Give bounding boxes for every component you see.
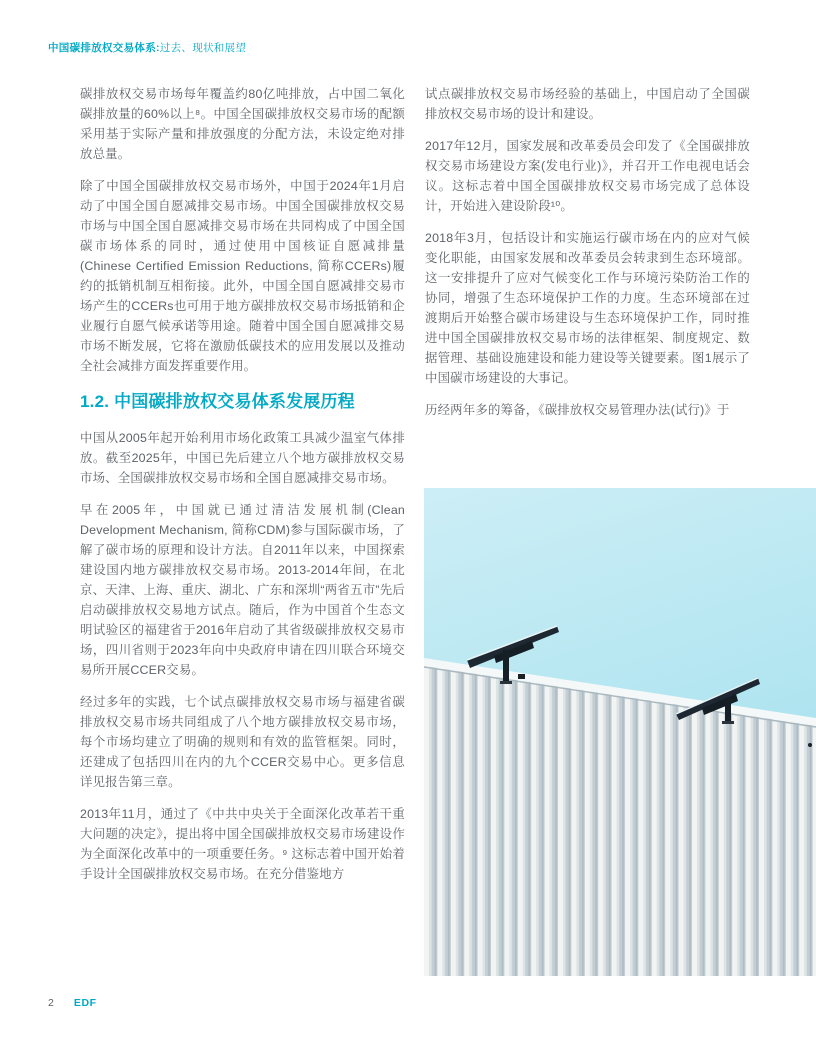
running-header-subtitle: 过去、现状和展望 xyxy=(159,42,247,54)
paragraph: 除了中国全国碳排放权交易市场外，中国于2024年1月启动了中国全国自愿减排交易市场。中国全国碳排放权交易市场与中国全国自愿减排交易市场在共同构成了中国全国碳市场体系的同时，通过使用中国核证自愿减排量(Chinese Certified Emission Reductions, 简称CCERs)履约的抵销机制互相衔接。此外，中国全国自愿减排交易市场产生的CCERs也可用于地方碳排放权交易市场抵销和企业履行自愿气候承诺等用途。随着中国全国自愿减排交易市场不断发展，它将在激励低碳技术的应用发展以及推动全社会减排方面发挥重要作用。 xyxy=(80,179,405,373)
paragraph: 2017年12月，国家发展和改革委员会印发了《全国碳排放权交易市场建设方案(发电行业)》，并召开工作电视电话会议。这标志着中国全国碳排放权交易市场完成了总体设计，开始进入建设阶段¹⁰。 xyxy=(425,139,750,213)
paragraph: 试点碳排放权交易市场经验的基础上，中国启动了全国碳排放权交易市场的设计和建设。 xyxy=(425,87,750,121)
paragraph: 早在2005年，中国就已通过清洁发展机制(Clean Development Mechanism, 简称CDM)参与国际碳市场，了解了碳市场的原理和设计方法。自2011年以来，中国探索建设国内地方碳排放权交易市场。2013-2014年间，在北京、天津、上海、重庆、湖北、广东和深圳“两省五市”先后启动碳排放权交易地方试点。随后，作为中国首个生态文明试验区的福建省于2016年启动了其省级碳排放权交易市场，四川省则于2023年向中央政府申请在四川联合环境交易所开展CCER交易。 xyxy=(80,503,405,677)
page-footer xyxy=(48,997,97,1009)
left-column xyxy=(80,84,405,884)
page-number: 2 xyxy=(48,997,54,1009)
right-column xyxy=(425,84,750,420)
paragraph: 碳排放权交易市场每年覆盖约80亿吨排放，占中国二氧化碳排放量的60%以上⁸。中国全国碳排放权交易市场的配额采用基于实际产量和排放强度的分配方法，未设定绝对排放总量。 xyxy=(80,87,405,161)
paragraph: 经过多年的实践，七个试点碳排放权交易市场与福建省碳排放权交易市场共同组成了八个地方碳排放权交易市场，每个市场均建立了明确的规则和有效的监管框架。同时，还建成了包括四川在内的九个CCER交易中心。更多信息详见报告第三章。 xyxy=(80,695,405,789)
brand-logo: EDF xyxy=(73,997,97,1009)
paragraph: 历经两年多的筹备，《碳排放权交易管理办法(试行)》于 xyxy=(425,403,730,417)
running-header-title: 中国碳排放权交易体系: xyxy=(48,42,160,54)
running-header xyxy=(48,40,246,55)
paragraph: 2013年11月，通过了《中共中央关于全面深化改革若干重大问题的决定》，提出将中国全国碳排放权交易市场建设作为全面深化改革中的一项重要任务。⁹ 这标志着中国开始着手设计全国碳排放权交易市场。在充分借鉴地方 xyxy=(80,807,405,881)
solar-panels-photo xyxy=(424,488,816,976)
solar-panels-photo-art xyxy=(424,488,816,976)
roof-speck xyxy=(808,743,812,747)
section-heading: 1.2. 中国碳排放权交易体系发展历程 xyxy=(80,392,355,411)
paragraph: 2018年3月，包括设计和实施运行碳市场在内的应对气候变化职能，由国家发展和改革委员会转隶到生态环境部。这一安排提升了应对气候变化工作与环境污染防治工作的协同，增强了生态环境保护工作的力度。生态环境部在过渡期后开始整合碳市场建设与生态环境保护工作，同时推进中国全国碳排放权交易市场的法律框架、制度规定、数据管理、基础设施建设和能力建设等关键要素。图1展示了中国碳市场建设的大事记。 xyxy=(425,231,750,385)
paragraph: 中国从2005年起开始利用市场化政策工具减少温室气体排放。截至2025年，中国已先后建立八个地方碳排放权交易市场、全国碳排放权交易市场和全国自愿减排交易市场。 xyxy=(80,431,405,485)
